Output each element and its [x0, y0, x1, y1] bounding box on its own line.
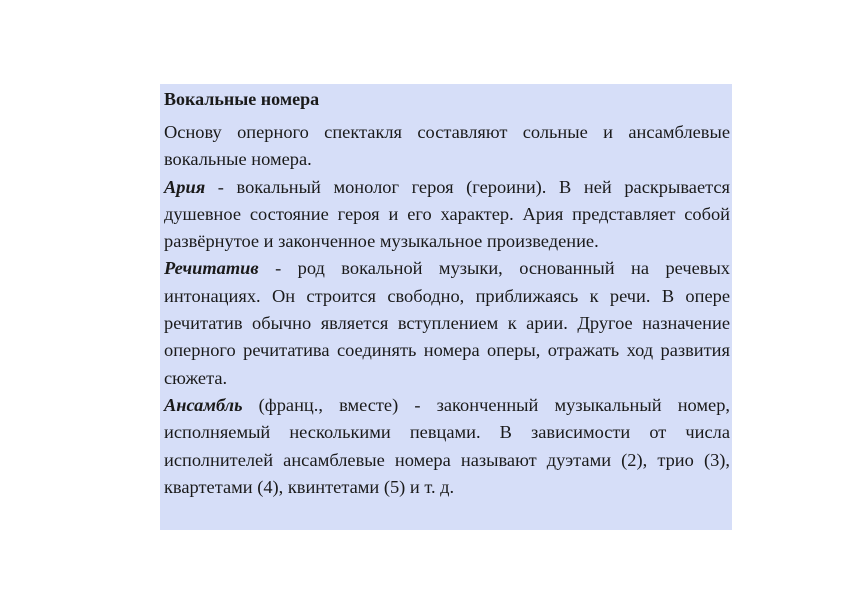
slide-heading: Вокальные номера [164, 89, 320, 109]
intro-paragraph: Основу оперного спектакля составляют сольные и ансамблевые вокальные номера. [164, 122, 730, 170]
definition-ensemble [164, 392, 730, 501]
definition-ensemble-text: (франц., вместе) - законченный музыкальный номер, исполняемый несколькими певцами. В зависимости от числа исполнителей ансамблевые номера называют дуэтами (2), трио (3), квартетами (4), квинтетами (5) и т. д. [164, 394, 730, 497]
definition-recitative-text: - род вокальной музыки, основанный на речевых интонациях. Он строится свободно, приближаясь к речи. В опере речитатив обычно является вступлением к арии. Другое назначение оперного речитатива соединять номера оперы, отражать ход развития сюжета. [164, 258, 730, 388]
term-aria: Ария [164, 176, 206, 197]
definition-recitative [164, 255, 730, 391]
term-ensemble: Ансамбль [164, 394, 243, 415]
slide-text [164, 87, 730, 501]
definition-aria [164, 174, 730, 256]
term-recitative: Речитатив [164, 258, 259, 279]
definition-aria-text: - вокальный монолог героя (героини). В ней раскрывается душевное состояние героя и его характер. Ария представляет собой развёрнутое и законченное музыкальное произведение. [164, 176, 730, 252]
